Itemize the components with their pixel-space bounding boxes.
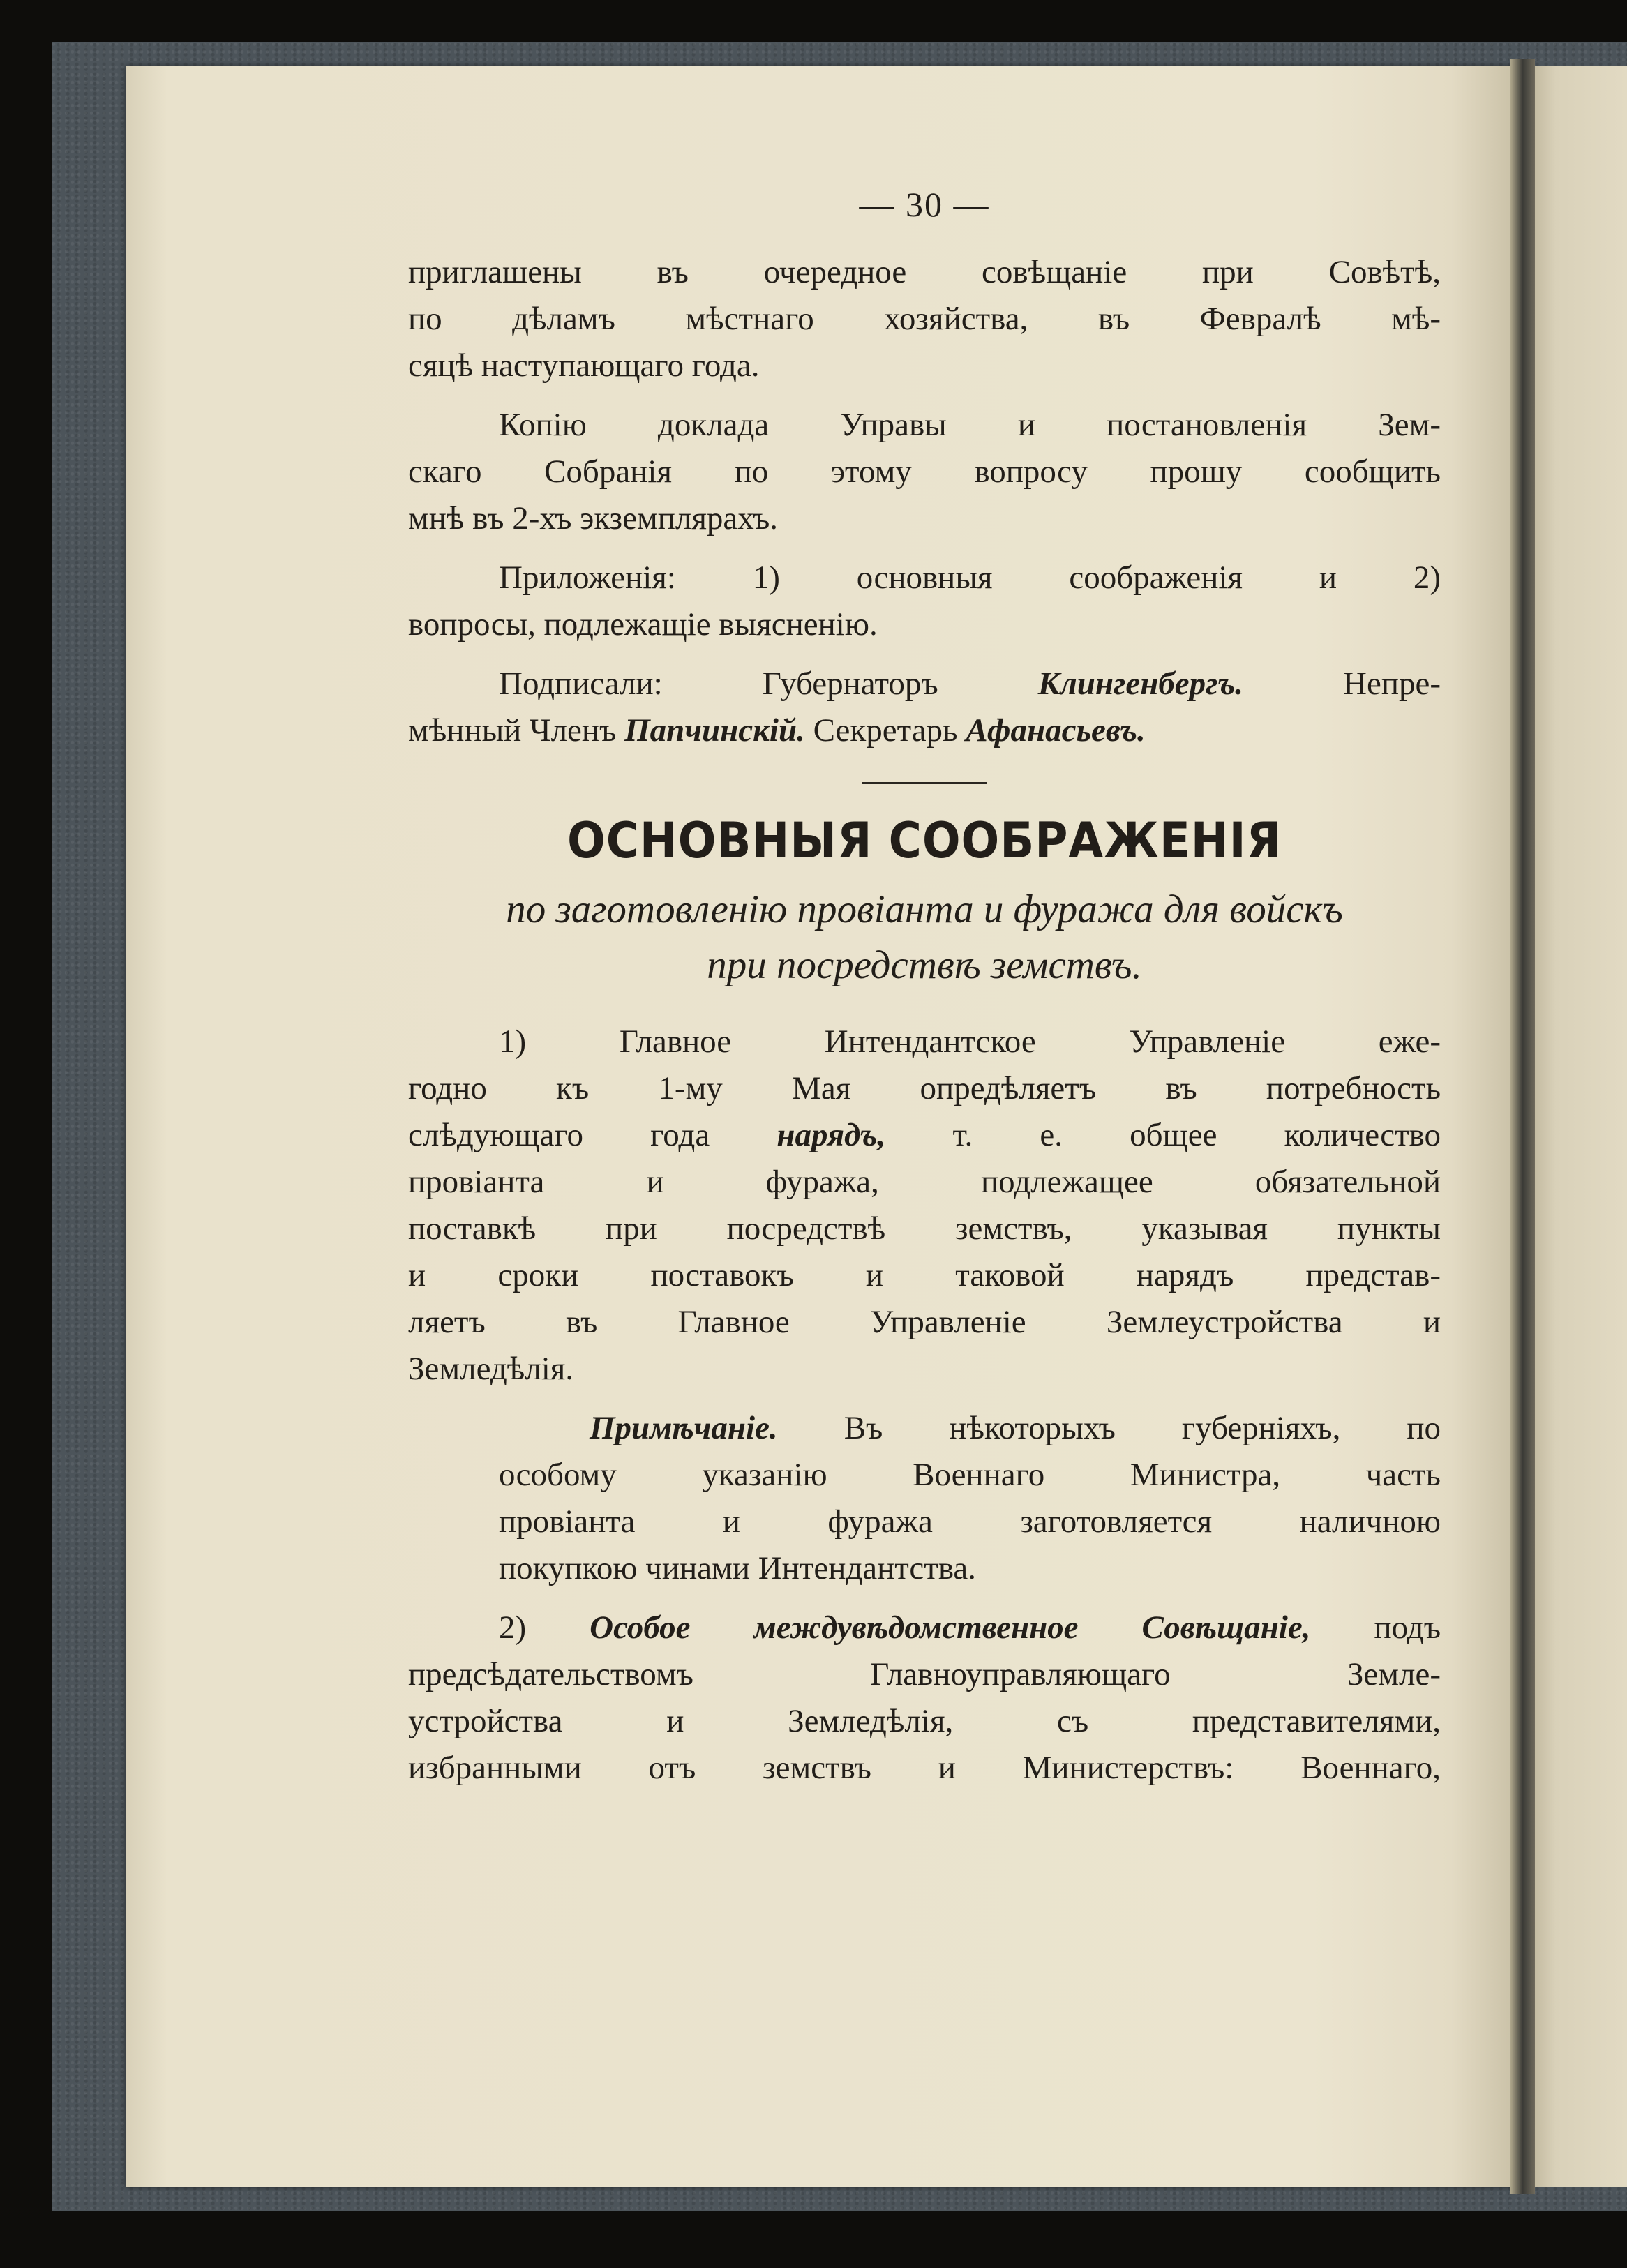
signed-by-label: Подписали: Губернаторъ [499, 666, 1038, 702]
text-line: ляетъ въ Главное Управленіе Землеустройства и [408, 1304, 1441, 1340]
section-subheading: при посредствѣ земствъ. [707, 943, 1142, 987]
text-line: покупкою чинами Интендантства. [499, 1550, 977, 1586]
paragraph-signatures [408, 661, 1441, 754]
text-line: мнѣ въ 2-хъ экземплярахъ. [408, 500, 779, 536]
text-fragment: Въ нѣкоторыхъ губерніяхъ, по [777, 1410, 1441, 1446]
text-line: особому указанію Военнаго Министра, часть [499, 1457, 1441, 1493]
text-fragment: 2) [499, 1609, 590, 1646]
section-divider [862, 782, 987, 784]
secretary-signature: Афанасьевъ. [966, 712, 1146, 749]
text-line [408, 1605, 1441, 1651]
text-line: сяцѣ наступающаго года. [408, 347, 760, 384]
paragraph-invitation [408, 249, 1441, 389]
book-gutter [1510, 59, 1535, 2194]
text-line: по дѣламъ мѣстнаго хозяйства, въ Февралѣ мѣ- [408, 301, 1441, 337]
text-line: скаго Собранія по этому вопросу прошу сообщить [408, 453, 1441, 490]
text-line [408, 661, 1441, 707]
text-line: провіанта и фуража, подлежащее обязательной [408, 1164, 1441, 1200]
text-line: и сроки поставокъ и таковой нарядъ представ- [408, 1257, 1441, 1293]
text-line [408, 1112, 1441, 1159]
text-line [408, 707, 1441, 754]
governor-signature: Клингенбергъ. [1037, 666, 1243, 702]
note-block [408, 1405, 1441, 1592]
text-line: предсѣдательствомъ Главноуправляющаго Земле- [408, 1656, 1441, 1692]
next-page-edge [1528, 66, 1627, 2187]
page-number: — 30 — [859, 185, 990, 224]
note-label: Примѣчаніе. [590, 1410, 778, 1446]
text-line: Земледѣлія. [408, 1351, 574, 1387]
paragraph-copy-request [408, 402, 1441, 542]
text-fragment: мѣнный Членъ [408, 712, 625, 749]
text-line: устройства и Земледѣлія, съ представителями, [408, 1703, 1441, 1739]
section-heading: ОСНОВНЫЯ СООБРАЖЕНІЯ [567, 812, 1282, 869]
text-line [499, 1405, 1441, 1452]
text-fragment: т. е. общее количество [885, 1117, 1441, 1153]
text-line: годно къ 1-му Мая опредѣляетъ въ потребность [408, 1070, 1441, 1106]
term-naryad: нарядъ, [777, 1117, 886, 1153]
text-line: поставкѣ при посредствѣ земствъ, указывая пункты [408, 1210, 1441, 1247]
text-line: Копію доклада Управы и постановленія Зем- [499, 407, 1441, 443]
term-special-meeting: Особое междувѣдомственное Совѣщаніе, [590, 1609, 1311, 1646]
section-subheading: по заготовленію провіанта и фуража для войскъ [506, 887, 1343, 931]
text-fragment: Непре- [1243, 666, 1441, 702]
item-1 [408, 1019, 1441, 1392]
text-line: Приложенія: 1) основныя соображенія и 2) [499, 560, 1441, 596]
item-2 [408, 1605, 1441, 1792]
paragraph-attachments [408, 555, 1441, 648]
text-line: 1) Главное Интендантское Управленіе еже- [499, 1023, 1441, 1060]
page-text [408, 181, 1441, 1792]
text-fragment: Секретарь [804, 712, 966, 749]
member-signature: Папчинскій. [624, 712, 805, 749]
text-line: провіанта и фуража заготовляется наличною [499, 1503, 1441, 1540]
text-fragment: слѣдующаго года [408, 1117, 777, 1153]
text-line: вопросы, подлежащіе выясненію. [408, 606, 878, 643]
text-line: избранными отъ земствъ и Министерствъ: Военнаго, [408, 1750, 1441, 1786]
text-fragment: подъ [1310, 1609, 1441, 1646]
text-line: приглашены въ очередное совѣщаніе при Совѣтѣ, [408, 254, 1441, 290]
